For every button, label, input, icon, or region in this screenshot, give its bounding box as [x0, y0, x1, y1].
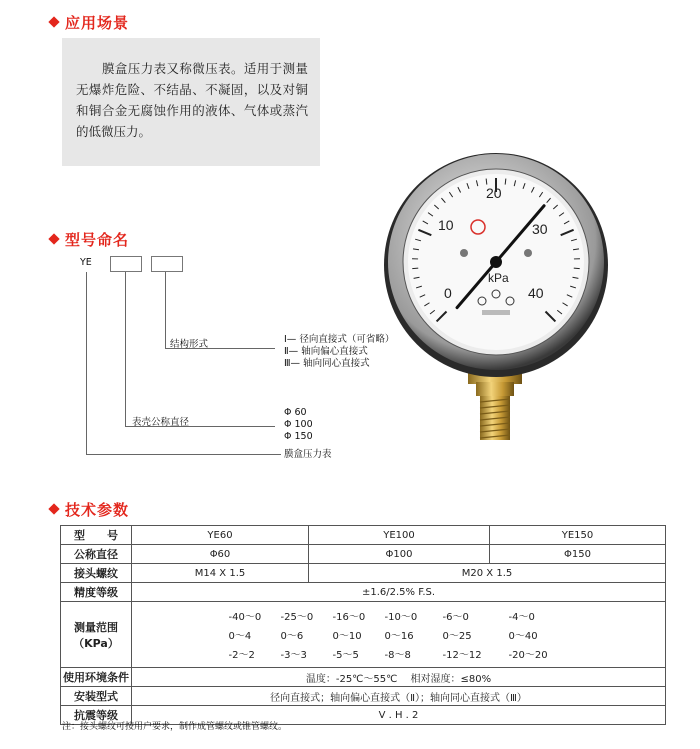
- range-value: 0～10: [332, 631, 362, 642]
- range-value: -8～8: [384, 650, 411, 661]
- range-value: -40～0: [228, 612, 262, 623]
- row-label-vibration: 抗震等级: [61, 706, 132, 725]
- row-label-accuracy: 精度等级: [61, 583, 132, 602]
- diameter-option-3: Φ 150: [284, 431, 313, 442]
- pressure-gauge-image: [378, 150, 618, 450]
- range-unit-label: （KPa）: [73, 636, 119, 650]
- diamond-bullet-icon: [48, 503, 59, 514]
- diameter-option-1: Φ 60: [284, 407, 307, 418]
- diameter-label: 表壳公称直径: [132, 417, 190, 428]
- row-label-install: 安装型式: [61, 687, 132, 706]
- gauge-scale-label-20: 20: [486, 185, 502, 201]
- structure-option-1: Ⅰ— 径向直接式（可省略）: [284, 334, 395, 345]
- section-title-application: [50, 12, 129, 33]
- range-value: 0～4: [228, 631, 252, 642]
- row-label-thread: 接头螺纹: [61, 564, 132, 583]
- structure-option-2: Ⅱ— 轴向偏心直接式: [284, 346, 368, 357]
- gauge-unit-label: kPa: [488, 271, 509, 285]
- range-cell: [132, 602, 666, 668]
- diamond-bullet-icon: [48, 233, 59, 244]
- intro-box: [62, 38, 320, 166]
- gauge-tick: [486, 179, 487, 185]
- spec-table: [60, 525, 666, 725]
- table-cell: V . H . 2: [132, 706, 666, 725]
- structure-option-3: Ⅲ— 轴向同心直接式: [284, 358, 370, 369]
- table-cell: ±1.6/2.5% F.S.: [132, 583, 666, 602]
- range-value: -20～20: [508, 650, 548, 661]
- table-cell: YE60: [132, 526, 309, 545]
- row-label-diameter: 公称直径: [61, 545, 132, 564]
- range-value: -10～0: [384, 612, 418, 623]
- table-cell: 温度：-25℃～55℃ 相对湿度：≤80%: [132, 668, 666, 687]
- row-label-env: 使用环境条件: [61, 668, 132, 687]
- structure-label: 结构形式: [170, 339, 209, 350]
- gauge-tick: [505, 179, 506, 185]
- structure-code-box: [151, 256, 183, 272]
- table-cell: Φ100: [309, 545, 490, 564]
- range-value: -4～0: [508, 612, 535, 623]
- gauge-scale-label-40: 40: [528, 285, 544, 301]
- range-value: 0～6: [280, 631, 304, 642]
- table-row: [61, 668, 666, 687]
- gauge-scale-label-10: 10: [438, 217, 454, 233]
- range-value: -25～0: [280, 612, 314, 623]
- row-label-model: 型 号: [61, 526, 132, 545]
- table-row: [61, 564, 666, 583]
- range-value: -5～5: [332, 650, 359, 661]
- range-value: 0～16: [384, 631, 414, 642]
- range-value: -12～12: [442, 650, 482, 661]
- section-title-model: [50, 229, 129, 250]
- product-label: 膜盒压力表: [284, 449, 332, 460]
- model-prefix: YE: [80, 257, 92, 268]
- table-row: [61, 602, 666, 668]
- table-cell: M14 X 1.5: [132, 564, 309, 583]
- section-title-tech: [50, 499, 129, 520]
- range-value: -6～0: [442, 612, 469, 623]
- footnote: 注：接头螺纹可按用户要求，制作成管螺纹或锥管螺纹。: [62, 722, 288, 732]
- diameter-code-box: [110, 256, 142, 272]
- section-title-text: 技术参数: [65, 501, 130, 519]
- section-title-text: 应用场景: [65, 14, 130, 32]
- table-cell: M20 X 1.5: [309, 564, 666, 583]
- gauge-scale-label-0: 0: [444, 285, 452, 301]
- table-row: [61, 583, 666, 602]
- row-label-range: [61, 602, 132, 668]
- range-value: -3～3: [280, 650, 307, 661]
- range-value: 0～40: [508, 631, 538, 642]
- range-value: -16～0: [332, 612, 366, 623]
- section-title-text: 型号命名: [65, 231, 130, 249]
- table-row: [61, 687, 666, 706]
- table-row: [61, 526, 666, 545]
- table-cell: Φ150: [490, 545, 666, 564]
- range-label: 测量范围: [74, 620, 118, 634]
- range-value: 0～25: [442, 631, 472, 642]
- table-cell: Φ60: [132, 545, 309, 564]
- intro-text: 膜盒压力表又称微压表。适用于测量无爆炸危险、不结晶、不凝固，以及对铜和铜合金无腐蚀作用的液体、气体或蒸汽的低微压力。: [76, 61, 308, 139]
- table-cell: YE150: [490, 526, 666, 545]
- diameter-option-2: Φ 100: [284, 419, 313, 430]
- table-cell: 径向直接式；轴向偏心直接式（Ⅱ）；轴向同心直接式（Ⅲ）: [132, 687, 666, 706]
- gauge-scale-label-30: 30: [532, 221, 548, 237]
- diamond-bullet-icon: [48, 16, 59, 27]
- table-cell: YE100: [309, 526, 490, 545]
- range-value: -2～2: [228, 650, 255, 661]
- table-row: [61, 545, 666, 564]
